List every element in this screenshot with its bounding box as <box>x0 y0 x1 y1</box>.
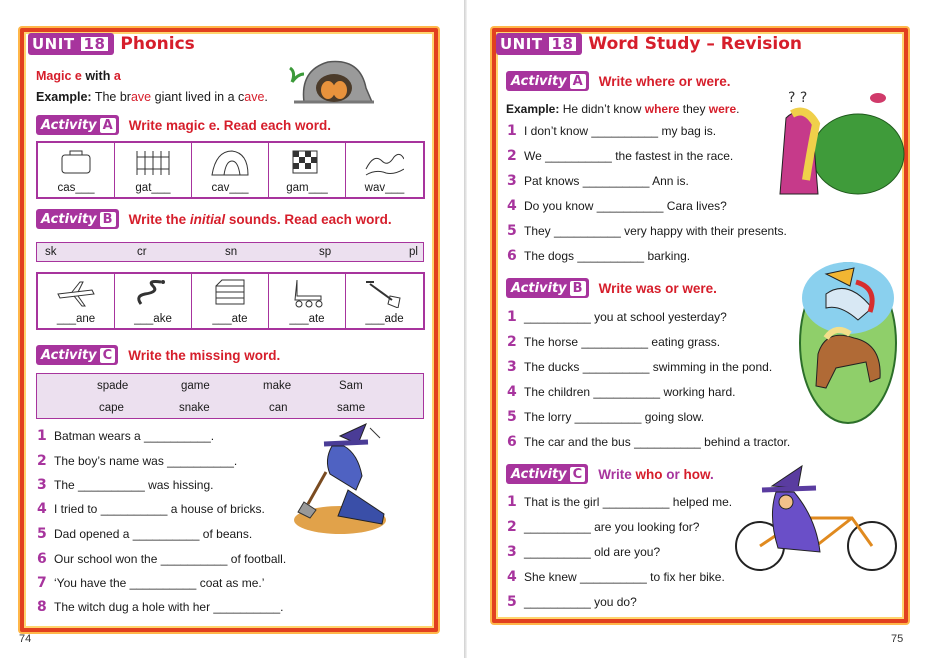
unit-header <box>496 33 802 55</box>
question-item <box>37 477 213 493</box>
activity-a-header <box>36 115 331 135</box>
instruction-part: Write <box>598 466 636 482</box>
question-text: Dad opened a __________ of beans. <box>54 527 253 541</box>
sound-option: sp <box>319 246 332 258</box>
question-number: 5 <box>507 223 517 239</box>
activity-instruction <box>598 467 714 482</box>
sounds-band <box>36 242 424 262</box>
word-bank-item: snake <box>179 402 210 414</box>
example-highlight: where <box>644 102 680 116</box>
cave-illustration <box>282 52 374 106</box>
word-bank <box>36 373 424 419</box>
page-number: 74 <box>19 633 32 645</box>
example-part: . <box>736 102 740 116</box>
picture-cell <box>346 143 423 197</box>
question-number: 4 <box>37 501 47 517</box>
question-text: The car and the bus __________ behind a tractor. <box>524 435 791 449</box>
picture-cell <box>38 143 115 197</box>
question-text: The children __________ working hard. <box>524 385 736 399</box>
example-sentence <box>506 102 740 116</box>
picture-cell <box>38 274 115 328</box>
instruction-part: Write the <box>128 211 190 227</box>
word-blank: ___ane <box>56 313 96 325</box>
activity-instruction: Write magic e. Read each word. <box>128 117 332 133</box>
question-item <box>507 359 772 375</box>
sound-option: sk <box>45 246 57 258</box>
question-number: 3 <box>37 477 47 493</box>
activity-letter: B <box>570 281 586 296</box>
question-number: 5 <box>507 409 517 425</box>
gate-icon <box>133 147 173 177</box>
activity-instruction <box>129 212 392 227</box>
activity-badge <box>506 71 589 91</box>
topic-letter: a <box>113 69 121 83</box>
word-bank-item: cape <box>99 402 124 414</box>
activity-badge <box>36 209 119 229</box>
svg-text:? ?: ? ? <box>788 90 808 106</box>
picture-cell <box>269 143 346 197</box>
question-text: Pat knows __________ Ann is. <box>524 174 689 188</box>
unit-label: UNIT <box>32 35 75 53</box>
question-text: The horse __________ eating grass. <box>524 335 721 349</box>
question-item <box>507 334 720 350</box>
question-number: 4 <box>507 569 517 585</box>
example-part: The br <box>94 90 131 104</box>
picture-cell <box>346 274 423 328</box>
question-item <box>37 501 265 517</box>
topic-heading <box>36 69 121 83</box>
question-text: Do you know __________ Cara lives? <box>524 199 727 213</box>
question-number: 8 <box>37 599 47 615</box>
question-item <box>507 173 689 189</box>
example-highlight: were <box>708 102 737 116</box>
picture-cell <box>192 143 269 197</box>
question-item <box>37 575 264 591</box>
activity-c-header <box>36 345 280 365</box>
unit-badge <box>496 33 582 55</box>
word-blank: cav___ <box>211 182 249 194</box>
picture-cell <box>115 274 192 328</box>
activity-word: Activity <box>511 280 567 296</box>
instruction-part: or <box>662 466 684 482</box>
question-number: 1 <box>507 123 517 139</box>
wave-icon <box>364 147 404 177</box>
crate-icon <box>210 278 250 308</box>
example-highlight: ave <box>244 90 265 104</box>
question-text: __________ you at school yesterday? <box>524 310 727 324</box>
question-text: I tried to __________ a house of bricks. <box>54 502 265 516</box>
page-number: 75 <box>891 633 904 645</box>
question-item <box>507 434 790 450</box>
question-number: 3 <box>507 359 517 375</box>
word-bank-item: spade <box>97 380 129 392</box>
question-item <box>507 223 787 239</box>
witch-digging-illustration <box>288 420 408 540</box>
word-bank-item: Sam <box>339 380 363 392</box>
question-item <box>507 123 716 139</box>
example-label: Example: <box>36 90 92 104</box>
question-number: 6 <box>507 434 517 450</box>
word-bank-item: same <box>337 402 366 414</box>
question-text: The lorry __________ going slow. <box>524 410 705 424</box>
example-sentence <box>36 90 268 104</box>
word-bank-item: make <box>263 380 292 392</box>
question-item <box>507 594 637 610</box>
activity-badge <box>36 345 118 365</box>
question-item <box>37 551 286 567</box>
word-bank-item: game <box>181 380 210 392</box>
question-number: 4 <box>507 198 517 214</box>
question-text: The __________ was hissing. <box>54 478 214 492</box>
activity-a-header <box>506 71 731 91</box>
activity-a-picture-row <box>36 141 425 199</box>
example-part: He didn’t know <box>562 102 645 116</box>
example-part: . <box>264 90 268 104</box>
activity-badge <box>36 115 119 135</box>
sound-option: sn <box>225 246 238 258</box>
question-item <box>37 526 252 542</box>
snake-icon <box>133 278 173 308</box>
activity-b-header <box>36 209 392 229</box>
question-item <box>507 409 704 425</box>
plane-icon <box>56 278 96 308</box>
question-text: That is the girl __________ helped me. <box>524 495 733 509</box>
instruction-part: . <box>709 466 714 482</box>
word-blank: ___ate <box>289 313 325 325</box>
case-icon <box>56 147 96 177</box>
picture-cell <box>115 143 192 197</box>
unit-number: 18 <box>79 35 111 53</box>
question-number: 1 <box>507 309 517 325</box>
question-item <box>507 569 725 585</box>
activity-letter: A <box>100 118 116 133</box>
sound-option: cr <box>137 246 147 258</box>
example-label: Example: <box>506 102 560 116</box>
question-item <box>507 309 727 325</box>
question-item <box>507 248 690 264</box>
picture-cell <box>192 274 269 328</box>
question-number: 6 <box>37 551 47 567</box>
question-text: They __________ very happy with their presents. <box>524 224 787 238</box>
question-text: __________ you do? <box>524 595 637 609</box>
question-number: 2 <box>507 519 517 535</box>
question-text: The boy’s name was __________. <box>54 454 238 468</box>
example-part: they <box>679 102 709 116</box>
activity-word: Activity <box>41 347 97 363</box>
question-text: She knew __________ to fix her bike. <box>524 570 725 584</box>
unit-badge <box>28 33 114 55</box>
question-text: Our school won the __________ of football. <box>54 552 287 566</box>
question-item <box>37 428 214 444</box>
unit-header <box>28 33 195 55</box>
question-text: The ducks __________ swimming in the pond. <box>524 360 773 374</box>
question-item <box>37 453 237 469</box>
witch-bicycle-illustration <box>732 458 908 578</box>
activity-word: Activity <box>41 117 97 133</box>
question-text: The witch dug a hole with her __________. <box>54 600 284 614</box>
activity-b-header <box>506 278 717 298</box>
right-page <box>466 0 931 658</box>
unit-number: 18 <box>547 35 579 53</box>
unit-label: UNIT <box>500 35 543 53</box>
activity-instruction: Write was or were. <box>598 280 717 296</box>
question-number: 2 <box>507 334 517 350</box>
example-part: giant lived in a c <box>151 90 245 104</box>
instruction-italic: initial <box>189 211 226 227</box>
question-item <box>507 148 733 164</box>
word-blank: wav___ <box>364 182 405 194</box>
activity-letter: B <box>100 212 116 227</box>
activity-c-header <box>506 464 714 484</box>
word-blank: ___ade <box>365 313 404 325</box>
activity-badge <box>506 464 588 484</box>
instruction-part: sounds. Read each word. <box>225 211 392 227</box>
question-item <box>507 198 727 214</box>
word-bank-item: can <box>269 402 288 414</box>
activity-letter: C <box>570 467 586 482</box>
activity-word: Activity <box>511 466 567 482</box>
skate-icon <box>287 278 327 308</box>
activity-badge <box>506 278 589 298</box>
word-blank: ___ake <box>134 313 172 325</box>
cave-icon <box>210 147 250 177</box>
spade-icon <box>364 278 404 308</box>
activity-instruction: Write the missing word. <box>128 347 281 363</box>
question-number: 4 <box>507 384 517 400</box>
activity-word: Activity <box>41 211 97 227</box>
activity-letter: C <box>100 348 116 363</box>
question-text: I don’t know __________ my bag is. <box>524 124 717 138</box>
word-blank: gat___ <box>135 182 171 194</box>
topic-prefix: Magic e <box>36 69 82 83</box>
activity-word: Activity <box>511 73 567 89</box>
question-text: Batman wears a __________. <box>54 429 215 443</box>
activity-letter: A <box>570 74 586 89</box>
question-text: We __________ the fastest in the race. <box>524 149 734 163</box>
question-item <box>507 384 735 400</box>
game-board-icon <box>287 147 327 177</box>
question-number: 5 <box>507 594 517 610</box>
word-blank: ___ate <box>212 313 248 325</box>
question-text: The dogs __________ barking. <box>524 249 691 263</box>
question-number: 2 <box>507 148 517 164</box>
instruction-highlight: how <box>683 466 710 482</box>
picture-cell <box>269 274 346 328</box>
unit-title: Phonics <box>120 34 195 54</box>
word-blank: gam___ <box>286 182 328 194</box>
sound-option: pl <box>409 246 418 258</box>
question-number: 7 <box>37 575 47 591</box>
example-highlight: ave <box>130 90 152 104</box>
question-number: 1 <box>507 494 517 510</box>
question-text: __________ are you looking for? <box>524 520 700 534</box>
question-number: 3 <box>507 544 517 560</box>
question-number: 6 <box>507 248 517 264</box>
question-text: ‘You have the __________ coat as me.’ <box>54 576 265 590</box>
unit-title: Word Study – Revision <box>588 34 803 54</box>
question-item <box>507 494 732 510</box>
question-number: 5 <box>37 526 47 542</box>
word-blank: cas___ <box>57 182 95 194</box>
question-item <box>37 599 284 615</box>
question-number: 3 <box>507 173 517 189</box>
instruction-highlight: who <box>635 466 663 482</box>
activity-instruction: Write where or were. <box>598 73 731 89</box>
question-item <box>507 519 699 535</box>
girl-and-bush-illustration <box>766 84 906 204</box>
question-item <box>507 544 660 560</box>
topic-middle: with <box>81 69 114 83</box>
activity-b-picture-row <box>36 272 425 330</box>
question-number: 2 <box>37 453 47 469</box>
boy-and-horse-illustration <box>796 258 900 428</box>
question-number: 1 <box>37 428 47 444</box>
question-text: __________ old are you? <box>524 545 661 559</box>
